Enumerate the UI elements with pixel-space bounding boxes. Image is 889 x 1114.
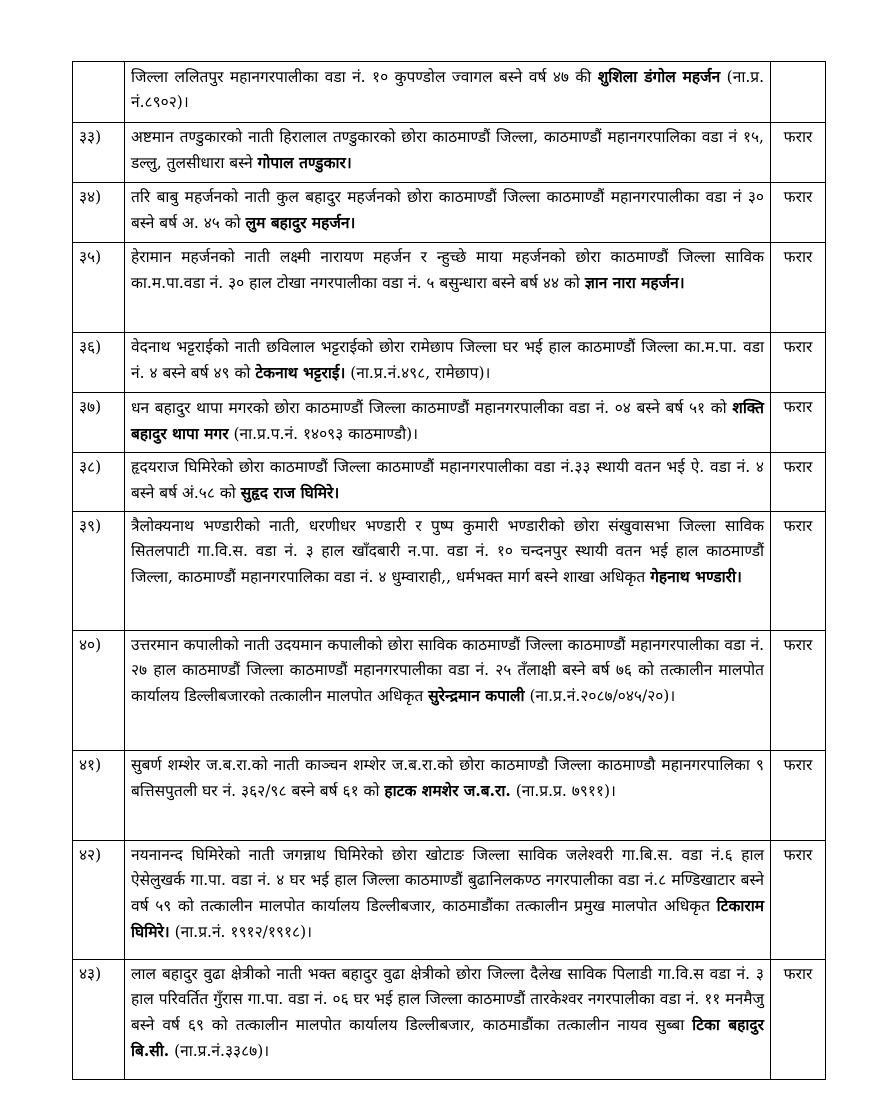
serial-number: ३८): [79, 458, 102, 476]
description-cell: [125, 62, 771, 123]
status-text: फरार: [783, 636, 813, 654]
table-row: [73, 512, 826, 631]
serial-number: ४०): [79, 636, 102, 654]
description-tail: (ना.प्र.नं.२०८७/०४५/२०)।: [524, 687, 676, 705]
serial-number: ३४): [79, 188, 102, 206]
description-tail: (ना.प्र.नं.४९८, रामेछाप)।: [345, 364, 491, 382]
description-tail: (ना.प्र.नं. १९१२/१९१८)।: [169, 923, 313, 941]
accused-name: टिकाराम घिमिरे।: [131, 896, 764, 941]
status-text: फरार: [783, 398, 813, 416]
description-cell: [125, 333, 771, 393]
table-row: [73, 62, 826, 123]
serial-number: ३९): [79, 517, 102, 535]
table-row: [73, 333, 826, 393]
status-cell: [771, 393, 826, 453]
accused-name: सुरेन्द्रमान कपाली: [428, 686, 525, 705]
status-cell: [771, 960, 826, 1080]
serial-number: ३७): [79, 398, 102, 416]
accused-name: हाटक शमशेर ज.ब.रा.: [384, 781, 511, 800]
serial-number-cell: [73, 123, 125, 183]
status-text: फरार: [783, 128, 813, 146]
accused-name: गोपाल तण्डुकार।: [257, 153, 352, 172]
status-cell: [771, 453, 826, 512]
serial-number-cell: [73, 393, 125, 453]
status-cell: [771, 333, 826, 393]
description-cell: [125, 631, 771, 751]
table-row: [73, 751, 826, 841]
description-text: त्रैलोक्यनाथ भण्डारीको नाती, धरणीधर भण्डारी र पुष्प कुमारी भण्डारीको छोरा संखुवासभा जिल्ला साविक सितलपाटी गा.वि.स. वडा नं. ३ हाल खाँदबारी न.पा. वडा नं. १० चन्दनपुर स्थायी वतन भई हाल काठमाण्डौं जिल्ला, काठमाण्डौं महानगरपालिका वडा नं. ४ धुम्वाराही,, धर्मभक्त मार्ग बस्ने शाखा अधिकृत: [131, 517, 764, 586]
serial-number: ४२): [79, 846, 102, 864]
accused-name: लुम बहादुर महर्जन।: [245, 213, 356, 232]
status-cell: [771, 183, 826, 243]
description-text: सुबर्ण शम्शेर ज.ब.रा.को नाती काञ्चन शम्शेर ज.ब.रा.को छोरा काठमाण्डौ जिल्ला काठमाण्डौ महानगरपालिका ९ बत्तिसपुतली घर नं. ३६२/९८ बस्ने बर्ष ६१ को: [131, 756, 764, 800]
serial-number: ४३): [79, 965, 102, 983]
serial-number-cell: [73, 751, 125, 841]
description-tail: (ना.प्र. नं.८९०२)।: [131, 68, 765, 111]
accused-table-body: [73, 62, 826, 1080]
description-cell: [125, 123, 771, 183]
status-text: फरार: [783, 188, 813, 206]
serial-number: ३६): [79, 338, 102, 356]
status-text: फरार: [783, 846, 813, 864]
description-cell: [125, 751, 771, 841]
status-text: फरार: [783, 965, 813, 983]
description-text: हृदयराज घिमिरेको छोरा काठमाण्डौं जिल्ला काठमाण्डौं महानगरपालीका वडा नं.३३ स्थायी वतन भई ऐ. वडा नं. ४ बस्ने बर्ष अं.५८ को: [131, 458, 764, 502]
description-tail: (ना.प्र.नं.३३८७)।: [169, 1042, 270, 1060]
accused-name: टिका बहादुर बि.सी.: [131, 1015, 764, 1060]
status-cell: [771, 62, 826, 123]
status-cell: [771, 512, 826, 631]
description-text: हेरामान महर्जनको नाती लक्ष्मी नारायण महर्जन र न्हुच्छे माया महर्जनको छोरा काठमाण्डौं जिल्ला साविक का.म.पा.वडा नं. ३० हाल टोखा नगरपालीका वडा नं. ५ बसुन्धारा बस्ने बर्ष ४४ को: [131, 248, 764, 292]
table-row: [73, 841, 826, 960]
table-row: [73, 123, 826, 183]
description-text: उत्तरमान कपालीको नाती उदयमान कपालीको छोरा साविक काठमाण्डौं जिल्ला काठमाण्डौं महानगरपालीका वडा नं. २७ हाल काठमाण्डौं जिल्ला काठमाण्डौं महानगरपालीका वडा नं. २५ तँलाक्षी बस्ने बर्ष ७६ को तत्कालीन मालपोत कार्यालय डिल्लीबजारको तत्कालीन मालपोत अधिकृत: [131, 636, 764, 705]
description-cell: [125, 960, 771, 1080]
status-text: फरार: [783, 458, 813, 476]
serial-number: ३३): [79, 128, 102, 146]
accused-name: गेहनाथ भण्डारी।: [650, 567, 742, 586]
table-row: [73, 631, 826, 751]
status-cell: [771, 841, 826, 960]
status-cell: [771, 631, 826, 751]
accused-name: ज्ञान नारा महर्जन।: [584, 273, 685, 292]
status-cell: [771, 123, 826, 183]
description-cell: [125, 243, 771, 333]
serial-number-cell: [73, 841, 125, 960]
serial-number-cell: [73, 960, 125, 1080]
serial-number-cell: [73, 62, 125, 123]
description-text: लाल बहादुर वुढा क्षेत्रीको नाती भक्त बहादुर वुढा क्षेत्रीको छोरा जिल्ला दैलेख साविक पिलाडी गा.वि.स वडा नं. ३ हाल परिवर्तित गुँरास गा.पा. वडा नं. ०६ घर भई हाल जिल्ला काठमाण्डौं तारकेश्वर नगरपालीका वडा नं. ११ मनमैजु बस्ने वर्ष ६९ को तत्कालीन मालपोत कार्यालय डिल्लीबजार, काठमाडौंका तत्कालीन नायव सुब्बा: [131, 965, 764, 1034]
serial-number: ४१): [79, 756, 102, 774]
table-row: [73, 453, 826, 512]
description-text: तरि बाबु महर्जनको नाती कुल बहादुर महर्जनको छोरा काठमाण्डौं जिल्ला काठमाण्डौं महानगरपालीका वडा नं ३० बस्ने बर्ष अ. ४५ को: [131, 188, 764, 232]
description-text: वेदनाथ भट्टराईको नाती छविलाल भट्टराईको छोरा रामेछाप जिल्ला घर भई हाल काठमाण्डौं जिल्ला का.म.पा. वडा नं. ४ बस्ने बर्ष ४९ को: [131, 338, 764, 382]
table-row: [73, 393, 826, 453]
serial-number-cell: [73, 631, 125, 751]
description-cell: [125, 393, 771, 453]
serial-number-cell: [73, 243, 125, 333]
accused-table: [72, 61, 826, 1080]
accused-name: टेकनाथ भट्टराई।: [255, 363, 346, 382]
description-cell: [125, 841, 771, 960]
serial-number-cell: [73, 453, 125, 512]
status-cell: [771, 243, 826, 333]
serial-number-cell: [73, 333, 125, 393]
description-cell: [125, 512, 771, 631]
accused-name: शक्ति बहादुर थापा मगर: [131, 398, 764, 443]
description-text: जिल्ला ललितपुर महानगरपालीका वडा नं. १० कुपण्डोल ज्वागल बस्ने वर्ष ४७ की: [131, 68, 598, 86]
serial-number-cell: [73, 183, 125, 243]
accused-name: सुहृद राज घिमिरे।: [240, 483, 340, 502]
status-text: फरार: [783, 248, 813, 266]
status-cell: [771, 751, 826, 841]
description-text: धन बहादुर थापा मगरको छोरा काठमाण्डौं जिल्ला काठमाण्डौं महानगरपालीका वडा नं. ०४ बस्ने बर्ष ५१ को: [131, 399, 733, 417]
description-cell: [125, 183, 771, 243]
description-tail: (ना.प्र.प.नं. १४०९३ काठमाण्डौ)।: [228, 425, 419, 443]
serial-number-cell: [73, 512, 125, 631]
description-tail: (ना.प्र.प्र. ७९११)।: [510, 782, 616, 800]
description-cell: [125, 453, 771, 512]
description-text: नयनानन्द घिमिरेको नाती जगन्नाथ घिमिरेको छोरा खोटाङ जिल्ला साविक जलेश्वरी गा.बि.स. वडा नं.६ हाल ऐसेलुखर्क गा.पा. वडा नं. ४ घर भई हाल जिल्ला काठमाण्डौं बुढानिलकण्ठ नगरपालीका वडा नं.८ मण्डिखाटार बस्ने वर्ष ५९ को तत्कालीन मालपोत कार्यालय डिल्लीबजार, काठमाडौंका तत्कालीन प्रमुख मालपोत अधिकृत: [131, 846, 764, 915]
table-row: [73, 243, 826, 333]
status-text: फरार: [783, 338, 813, 356]
table-row: [73, 960, 826, 1080]
description-text: अष्टमान तण्डुकारको नाती हिरालाल तण्डुकारको छोरा काठमाण्डौं जिल्ला, काठमाण्डौं महानगरपालिका वडा नं १५, डल्लु, तुलसीधारा बस्ने: [131, 128, 764, 172]
table-row: [73, 183, 826, 243]
status-text: फरार: [783, 517, 813, 535]
accused-name: शुशिला डंगोल महर्जन: [597, 67, 721, 86]
status-text: फरार: [783, 756, 813, 774]
serial-number: ३५): [79, 248, 102, 266]
